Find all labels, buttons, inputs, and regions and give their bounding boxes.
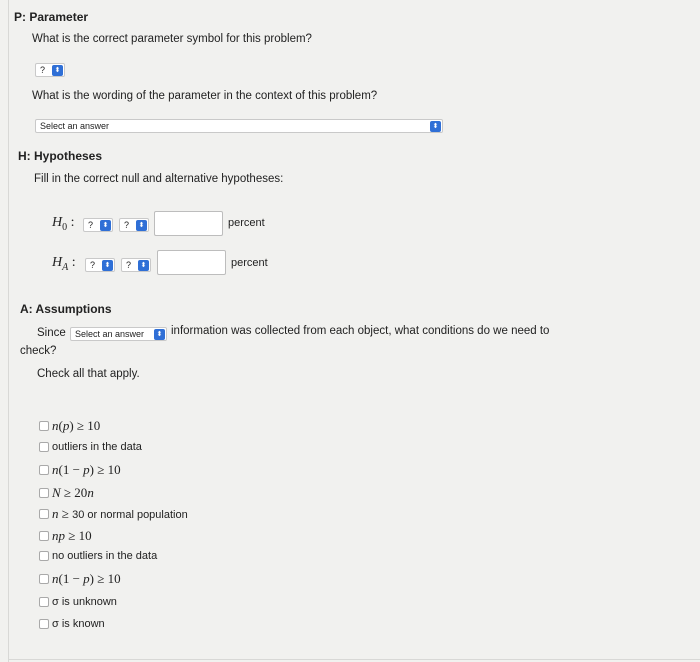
chevron-updown-icon: ⬍	[154, 329, 165, 340]
ha-label: $H_A$ :	[52, 255, 76, 273]
ha-symbol-select-value: ?	[90, 260, 96, 270]
ha-relation-select[interactable]	[121, 258, 151, 272]
chevron-updown-icon: ⬍	[52, 65, 63, 76]
ha-symbol-select[interactable]	[85, 258, 115, 272]
checkbox[interactable]	[39, 619, 49, 629]
option-n1mp-geq-10-b[interactable]	[39, 571, 121, 587]
parameter-wording-question: What is the wording of the parameter in the context of this problem?	[32, 90, 378, 102]
assumptions-collection-select-value: Select an answer	[75, 329, 145, 339]
option-outliers[interactable]	[39, 441, 142, 453]
checkbox[interactable]	[39, 574, 49, 584]
h0-label: $H_0$ :	[52, 215, 75, 233]
page-bottom-border	[8, 659, 700, 660]
parameter-symbol-select[interactable]	[35, 63, 65, 77]
option-label: N ≥ 20n	[52, 485, 94, 500]
h0-value-input[interactable]	[154, 211, 223, 236]
checkbox[interactable]	[39, 509, 49, 519]
checkbox[interactable]	[39, 597, 49, 607]
chevron-updown-icon: ⬍	[102, 260, 113, 271]
chevron-updown-icon: ⬍	[138, 260, 149, 271]
parameter-symbol-select-value: ?	[40, 65, 46, 75]
option-sigma-known[interactable]	[39, 618, 105, 630]
parameter-section-title: P: Parameter	[14, 10, 89, 24]
check-all-instruction: Check all that apply.	[37, 368, 140, 380]
option-n-geq-30[interactable]	[39, 506, 188, 522]
ha-unit: percent	[231, 257, 268, 269]
ha-value-input[interactable]	[157, 250, 226, 275]
h0-symbol-select[interactable]	[83, 218, 113, 232]
checkbox[interactable]	[39, 531, 49, 541]
option-label: n(p) ≥ 10	[52, 418, 101, 433]
checkbox[interactable]	[39, 465, 49, 475]
parameter-symbol-question: What is the correct parameter symbol for this problem?	[32, 33, 312, 45]
option-sigma-unknown[interactable]	[39, 596, 117, 608]
option-N-geq-20n[interactable]	[39, 485, 94, 501]
chevron-updown-icon: ⬍	[136, 220, 147, 231]
h0-symbol-select-value: ?	[88, 220, 94, 230]
option-label: n(1 − p) ≥ 10	[52, 462, 121, 477]
hypotheses-section-title: H: Hypotheses	[18, 149, 103, 163]
checkbox[interactable]	[39, 488, 49, 498]
hypotheses-instruction: Fill in the correct null and alternative hypotheses:	[34, 173, 284, 185]
option-label: σ is unknown	[52, 596, 117, 608]
assumptions-section-title: A: Assumptions	[20, 302, 112, 316]
option-label: outliers in the data	[52, 441, 142, 453]
option-no-outliers[interactable]	[39, 550, 157, 562]
option-label: no outliers in the data	[52, 550, 158, 562]
checkbox[interactable]	[39, 442, 49, 452]
assumptions-collection-select[interactable]	[70, 327, 167, 341]
checkbox[interactable]	[39, 551, 49, 561]
page-left-border	[8, 0, 9, 662]
h0-relation-select[interactable]	[119, 218, 149, 232]
chevron-updown-icon: ⬍	[430, 121, 441, 132]
chevron-updown-icon: ⬍	[100, 220, 111, 231]
ha-relation-select-value: ?	[126, 260, 132, 270]
h0-unit: percent	[228, 217, 265, 229]
option-label: n(1 − p) ≥ 10	[52, 571, 121, 586]
assumptions-since: Since	[37, 327, 66, 339]
parameter-wording-select-value: Select an answer	[40, 121, 110, 131]
option-label: np ≥ 10	[52, 528, 92, 543]
parameter-wording-select[interactable]	[35, 119, 443, 133]
option-np-geq-10[interactable]	[39, 418, 100, 434]
option-n1mp-geq-10[interactable]	[39, 462, 121, 478]
h0-relation-select-value: ?	[124, 220, 130, 230]
option-label: n ≥ 30 or normal population	[52, 506, 188, 521]
option-label: σ is known	[52, 618, 105, 630]
assumptions-question-rest: information was collected from each object, what conditions do we need to	[171, 325, 550, 337]
checkbox[interactable]	[39, 421, 49, 431]
option-np-10[interactable]	[39, 528, 92, 544]
assumptions-question-end: check?	[20, 345, 57, 357]
